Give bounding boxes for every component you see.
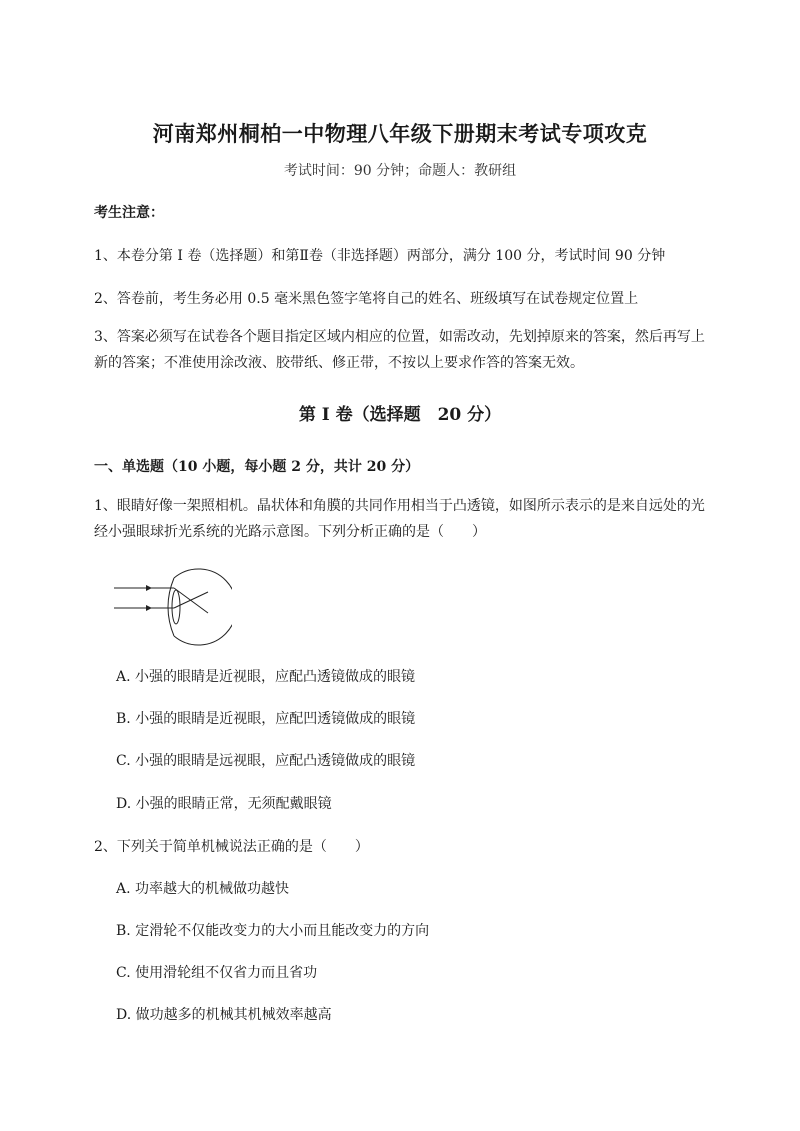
- notice-item-2: 2、答卷前，考生务必用 0.5 毫米黑色签字笔将自己的姓名、班级填写在试卷规定位置上: [94, 291, 639, 307]
- q2-option-b: B. 定滑轮不仅能改变力的大小而且能改变力的方向: [116, 923, 430, 939]
- question-2-stem: 2、下列关于简单机械说法正确的是（ ）: [94, 839, 369, 855]
- section-title: 第 I 卷（选择题 20 分）: [298, 405, 502, 425]
- cornea-outline: [168, 578, 174, 636]
- question-1-stem: 1、眼睛好像一架照相机。晶状体和角膜的共同作用相当于凸透镜，如图所示表示的是来自远处的光经小强眼球折光系统的光路示意图。下列分析正确的是（ ）: [94, 498, 705, 540]
- notice-item-1: 1、本卷分第 I 卷（选择题）和第Ⅱ卷（非选择题）两部分，满分 100 分，考试时间 90 分钟: [94, 248, 666, 264]
- q1-option-c: C. 小强的眼睛是远视眼，应配凸透镜做成的眼镜: [116, 753, 416, 769]
- q1-option-a: A. 小强的眼睛是近视眼，应配凸透镜做成的眼镜: [116, 669, 416, 685]
- arrow-upper: [146, 585, 152, 591]
- document-subtitle: 考试时间：90 分钟；命题人：教研组: [283, 163, 517, 179]
- q2-option-d: D. 做功越多的机械其机械效率越高: [116, 1007, 332, 1023]
- eye-ray-diagram: [112, 564, 232, 646]
- document-title: 河南郑州桐柏一中物理八年级下册期末考试专项攻克: [152, 121, 648, 146]
- q2-option-c: C. 使用滑轮组不仅省力而且省功: [116, 965, 318, 981]
- eyeball-outline: [174, 569, 232, 645]
- notice-item-3: 3、答案必须写在试卷各个题目指定区域内相应的位置，如需改动，先划掉原来的答案，然后再写上新的答案；不准使用涂改液、胶带纸、修正带，不按以上要求作答的答案无效。: [94, 329, 705, 371]
- q1-option-d: D. 小强的眼睛正常，无须配戴眼镜: [116, 796, 332, 812]
- q1-option-b: B. 小强的眼睛是近视眼，应配凹透镜做成的眼镜: [116, 711, 416, 727]
- notice-heading: 考生注意：: [94, 205, 164, 221]
- q2-option-a: A. 功率越大的机械做功越快: [116, 881, 290, 897]
- part-heading: 一、单选题（10 小题，每小题 2 分，共计 20 分）: [94, 459, 420, 475]
- arrow-lower: [146, 605, 152, 611]
